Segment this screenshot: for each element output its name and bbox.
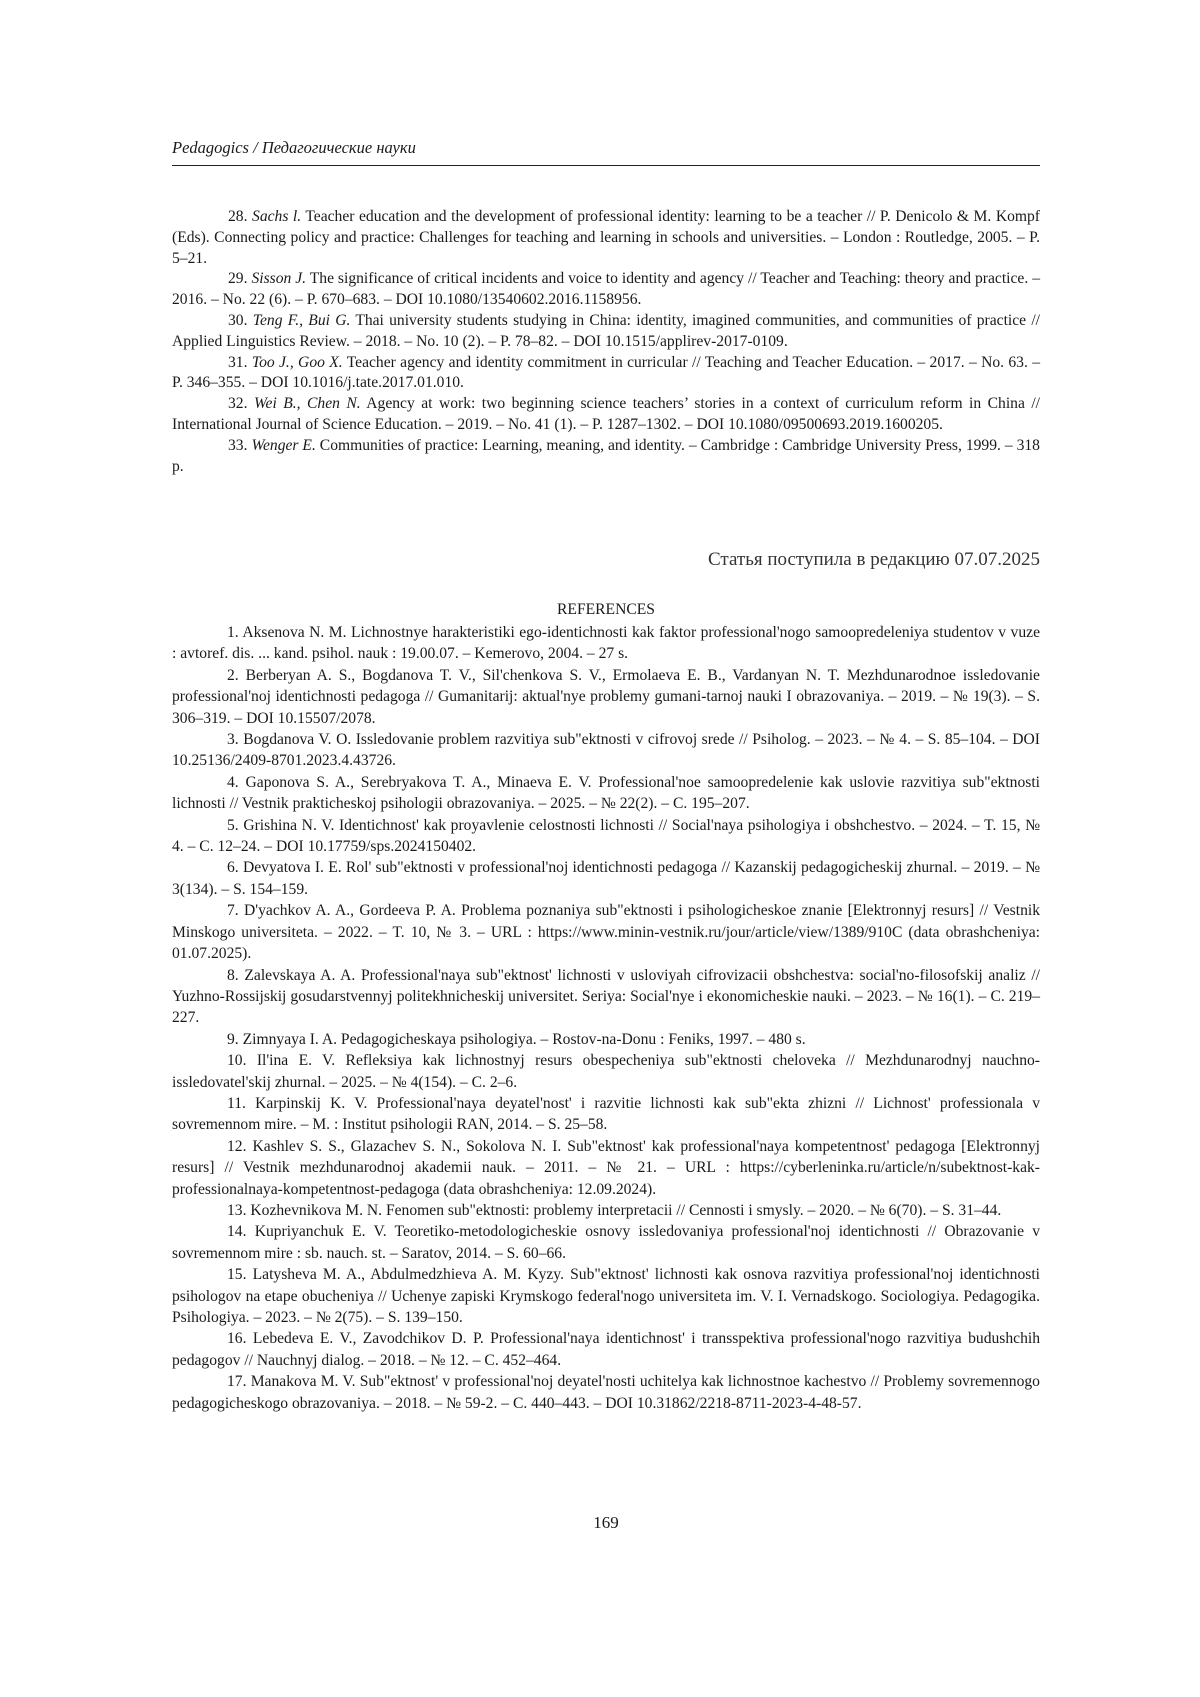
reference-item: 31. Too J., Goo X. Teacher agency and identity commitment in curricular // Teaching and Teacher Education. – 2017. – No. 63. – P. 346–355. – DOI 10.1016/j.tate.2017.01.010. [172, 353, 1041, 392]
reference-item: 17. Manakova M. V. Sub"ektnost' v professional'noj deyatel'nosti uchitelya kak lichnostnoe kachestvo // Problemy sovremennogo pedagogicheskogo obrazovaniya. – 2018. – № 59-2. – C. 440–443. – DOI 10.31862/2218-8711-2023-4-48-57. [172, 1373, 1040, 1412]
reference-item: 13. Kozhevnikova M. N. Fenomen sub"ektnosti: problemy interpretacii // Cennosti i smysly. – 2020. – № 6(70). – S. 31–44. [227, 1201, 1002, 1219]
running-head: Pedagogics / Педагогические науки [172, 138, 416, 157]
reference-list-transliterated [172, 622, 1040, 1414]
received-date-note: Статья поступила в редакцию 07.07.2025 [708, 549, 1040, 570]
reference-item: 12. Kashlev S. S., Glazachev S. N., Sokolova N. I. Sub"ektnost' kak professional'naya kompetentnost' pedagoga [Elektronnyj resurs] // Vestnik mezhdunarodnoj akademii nauk. – 2011. – № 21. – URL : https://cyberleninka.ru/article/n/subektnost-kak-professionalnaya-kompetentnost-pedagoga (data obrashcheniya: 12.09.2024). [172, 1137, 1040, 1198]
references-heading: REFERENCES [557, 601, 655, 618]
reference-list-top [172, 207, 1040, 477]
reference-item: 16. Lebedeva E. V., Zavodchikov D. P. Professional'naya identichnost' i transspektiva professional'nogo razvitiya budushchih pedagogov // Nauchnyj dialog. – 2018. – № 12. – C. 452–464. [172, 1330, 1040, 1369]
reference-item: 30. Teng F., Bui G. Thai university students studying in China: identity, imagined communities, and communities of practice // Applied Linguistics Review. – 2018. – No. 10 (2). – P. 78–82. – DOI 10.1515/applirev-2017-0109. [172, 311, 1041, 350]
reference-item: 7. D'yachkov A. A., Gordeeva P. A. Problema poznaniya sub"ektnosti i psihologicheskoe znanie [Elektronnyj resurs] // Vestnik Minskogo universiteta. – 2022. – T. 10, № 3. – URL : https://www.minin-vestnik.ru/jour/article/view/1389/910C (data obrashcheniya: 01.07.2025). [172, 902, 1040, 963]
reference-item: 11. Karpinskij K. V. Professional'naya deyatel'nost' i razvitie lichnosti kak sub"ekta zhizni // Lichnost' professionala v sovremennom mire. – M. : Institut psihologii RAN, 2014. – S. 25–58. [172, 1094, 1040, 1134]
reference-item: 33. Wenger E. Communities of practice: Learning, meaning, and identity. – Cambridge : Cambridge University Press, 1999. – 318 p. [172, 436, 1040, 475]
reference-item: 6. Devyatova I. E. Rol' sub"ektnosti v professional'noj identichnosti pedagoga // Kazanskij pedagogicheskij zhurnal. – 2019. – № 3(134). – S. 154–159. [172, 859, 1041, 898]
reference-item: 8. Zalevskaya A. A. Professional'naya sub"ektnost' lichnosti v usloviyah cifrovizacii obshchestva: social'no-filosofskij analiz // Yuzhno-Rossijskij gosudarstvennyj politekhnicheskij universitet. Seriya: Social'nye i ekonomicheskie nauki. – 2023. – № 16(1). – C. 219–227. [172, 966, 1040, 1027]
reference-item: 5. Grishina N. V. Identichnost' kak proyavlenie celostnosti lichnosti // Social'naya psihologiya i obshchestvo. – 2024. – T. 15, № 4. – C. 12–24. – DOI 10.17759/sps.2024150402. [172, 816, 1040, 856]
reference-item: 2. Berberyan A. S., Bogdanova T. V., Sil'chenkova S. V., Ermolaeva E. B., Vardanyan N. T. Mezhdunarodnoe issledovanie professional'noj identichnosti pedagoga // Gumanitarij: aktual'nye problemy gumani-tarnoj nauki I obrazovaniya. – 2019. – № 19(3). – S. 306–319. – DOI 10.15507/2078. [172, 666, 1040, 727]
reference-item: 14. Kupriyanchuk E. V. Teoretiko-metodologicheskie osnovy issledovaniya professional'noj identichnosti // Obrazovanie v sovremennom mire : sb. nauch. st. – Saratov, 2014. – S. 60–66. [172, 1223, 1040, 1262]
reference-item: 10. Il'ina E. V. Refleksiya kak lichnostnyj resurs obespecheniya sub"ektnosti cheloveka // Mezhdunarodnyj nauchno-issledovatel'skij zhurnal. – 2025. – № 4(154). – C. 2–6. [172, 1052, 1040, 1091]
reference-item: 1. Aksenova N. M. Lichnostnye harakteristiki ego-identichnosti kak faktor professional'nogo samoopredeleniya studentov v vuze : avtoref. dis. ... kand. psihol. nauk : 19.00.07. – Kemerovo, 2004. – 27 s. [172, 624, 1040, 663]
header-rule [172, 165, 1040, 166]
reference-item: 15. Latysheva M. A., Abdulmedzhieva A. M. Kyzy. Sub"ektnost' lichnosti kak osnova razvitiya professional'noj identichnosti psihologov na etape obucheniya // Uchenye zapiski Krymskogo federal'nogo universiteta im. V. I. Vernadskogo. Sociologiya. Pedagogika. Psihologiya. – 2023. – № 2(75). – S. 139–150. [172, 1266, 1040, 1326]
page-number: 169 [593, 1513, 619, 1532]
reference-item: 32. Wei B., Chen N. Agency at work: two beginning science teachers’ stories in a context of curriculum reform in China // International Journal of Science Education. – 2019. – No. 41 (1). – P. 1287–1302. – DOI 10.1080/09500693.2019.1600205. [172, 395, 1040, 433]
reference-item: 28. Sachs l. Teacher education and the development of professional identity: learning to be a teacher // P. Denicolo & M. Kompf (Eds). Connecting policy and practice: Challenges for teaching and learning in schools and universities. – London : Routledge, 2005. – P. 5–21. [172, 208, 1040, 267]
reference-item: 4. Gaponova S. A., Serebryakova T. A., Minaeva E. V. Professional'noe samoopredelenie kak uslovie razvitiya sub"ektnosti lichnosti // Vestnik prakticheskoj psihologii obrazovaniya. – 2025. – № 22(2). – C. 195–207. [172, 773, 1040, 813]
reference-item: 29. Sisson J. The significance of critical incidents and voice to identity and agency // Teacher and Teaching: theory and practice. – 2016. – No. 22 (6). – P. 670–683. – DOI 10.1080/13540602.2016.1158956. [172, 270, 1040, 309]
reference-item: 9. Zimnyaya I. A. Pedagogicheskaya psihologiya. – Rostov-na-Donu : Feniks, 1997. – 480 s. [227, 1030, 806, 1048]
reference-item: 3. Bogdanova V. O. Issledovanie problem razvitiya sub"ektnosti v cifrovoj srede // Psiholog. – 2023. – № 4. – S. 85–104. – DOI 10.25136/2409-8701.2023.4.43726. [172, 731, 1040, 770]
